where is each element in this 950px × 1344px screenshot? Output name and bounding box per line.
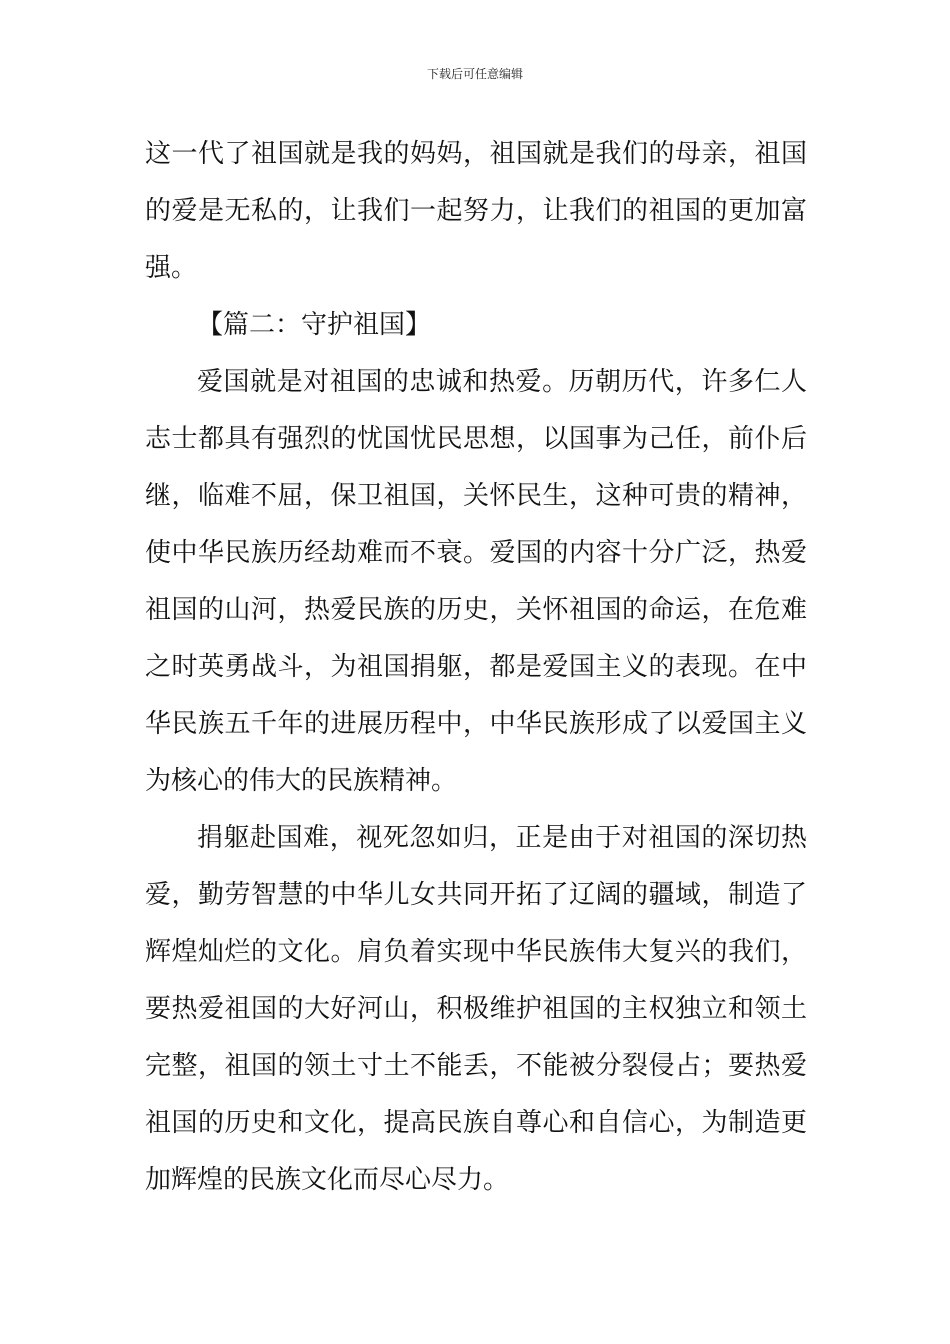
section-heading: 【篇二：守护祖国】 xyxy=(197,310,432,340)
paragraph-patriotism-definition: 爱国就是对祖国的忠诚和热爱。历朝历代，许多仁人志士都具有强烈的忧国忧民思想，以国事为己任，前仆后继，临难不屈，保卫祖国，关怀民生，这种可贵的精神，使中华民族历经劫难而不衰。爱国的内容十分广泛，热爱祖国的山河，热爱民族的历史，关怀祖国的命运，在危难之时英勇战斗，为祖国捐躯，都是爱国主义的表现。在中华民族五千年的进展历程中，中华民族形成了以爱国主义为核心的伟大的民族精神。 xyxy=(145,367,807,796)
page-header-note: 下载后可任意编辑 xyxy=(426,67,523,81)
document-body xyxy=(145,126,807,1209)
paragraph-continuation: 这一代了祖国就是我的妈妈，祖国就是我们的母亲，祖国的爱是无私的，让我们一起努力，让我们的祖国的更加富强。 xyxy=(145,139,807,283)
paragraph-patriotism-duty: 捐躯赴国难，视死忽如归，正是由于对祖国的深切热爱，勤劳智慧的中华儿女共同开拓了辽阔的疆域，制造了辉煌灿烂的文化。肩负着实现中华民族伟大复兴的我们，要热爱祖国的大好河山，积极维护祖国的主权独立和领土完整，祖国的领土寸土不能丢，不能被分裂侵占；要热爱祖国的历史和文化，提高民族自尊心和自信心，为制造更加辉煌的民族文化而尽心尽力。 xyxy=(145,823,807,1195)
